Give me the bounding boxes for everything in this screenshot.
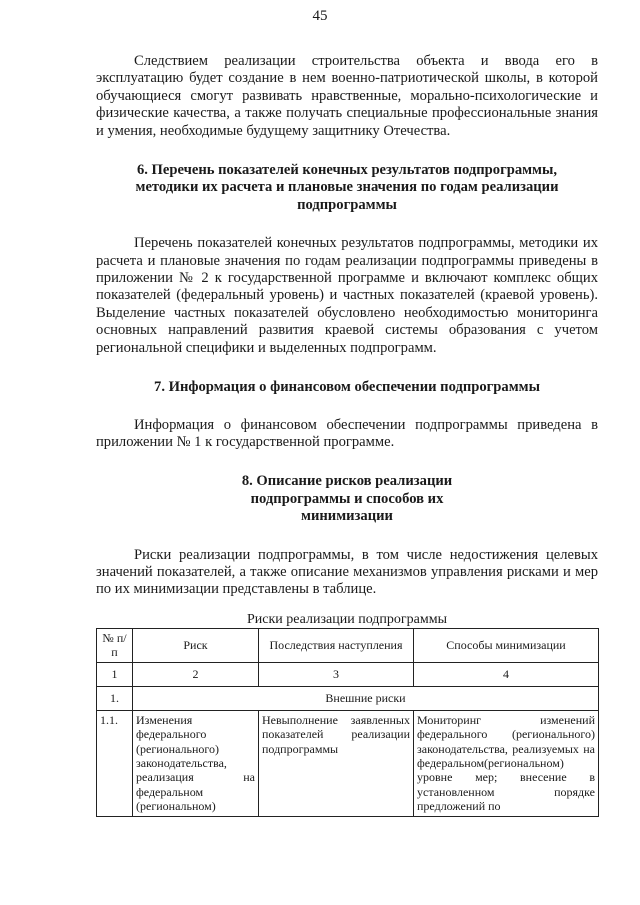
column-number: 2 [133, 662, 259, 686]
table-header-row [97, 628, 599, 662]
section-7-heading: 7. Информация о финансовом обеспечении подпрограммы [154, 379, 540, 396]
row-mitigation: Мониторинг изменений федерального (регионального) законодательства, реализуемых на федеральном(региональном) уровне мер; внесение в установленном порядке предложений по [414, 710, 599, 816]
column-number: 3 [259, 662, 414, 686]
risk-table-caption: Риски реализации подпрограммы [247, 611, 447, 627]
page-number: 45 [312, 8, 328, 24]
section-6-heading: 6. Перечень показателей конечных результатов подпрограммы, методики их расчета и плановые значения по годам реализации подпрограммы [135, 162, 559, 213]
group-label: Внешние риски [133, 686, 599, 710]
header-risk: Риск [133, 628, 259, 662]
group-num: 1. [97, 686, 133, 710]
document-body [96, 53, 598, 817]
header-mitigation: Способы минимизации [414, 628, 599, 662]
row-consequence: Невыполнение заявленных показателей реализации подпрограммы [259, 710, 414, 816]
column-number: 4 [414, 662, 599, 686]
row-num: 1.1. [97, 710, 133, 816]
row-risk: Изменения федерального (регионального) законодательства, реализация на федеральном (региональном) [133, 710, 259, 816]
header-consequence: Последствия наступления [259, 628, 414, 662]
section-6-text: Перечень показателей конечных результатов подпрограммы, методики их расчета и плановые значения по годам реализации подпрограммы приведены в приложении № 2 к государственной программе и включают комплекс общих показателей (федеральный уровень) и частных показателей (краевой уровень). Выделение частных показателей обусловлено необходимостью мониторинга основных направлений развития краевой системы образования с учетом региональной специфики и выделенных подпрограмм. [96, 235, 598, 356]
table-row [97, 710, 599, 816]
header-num: № п/п [97, 628, 133, 662]
section-7-text: Информация о финансовом обеспечении подпрограммы приведена в приложении № 1 к государственной программе. [96, 416, 598, 450]
group-row [97, 686, 599, 710]
section-8-heading: 8. Описание рисков реализации подпрограммы и способов их минимизации [241, 473, 453, 525]
column-number-row [97, 662, 599, 686]
risk-table [96, 628, 599, 817]
intro-paragraph: Следствием реализации строительства объекта и ввода его в эксплуатацию будет создание в нем военно-патриотической школы, в которой обучающиеся смогут развивать нравственные, морально-психологические и физические качества, а также получать специальные профессиональные знания и умения, необходимые будущему защитнику Отечества. [96, 53, 598, 139]
column-number: 1 [97, 662, 133, 686]
section-8-text: Риски реализации подпрограммы, в том числе недостижения целевых значений показателей, а также описание механизмов управления рисками и мер по их минимизации представлены в таблице. [96, 546, 598, 598]
